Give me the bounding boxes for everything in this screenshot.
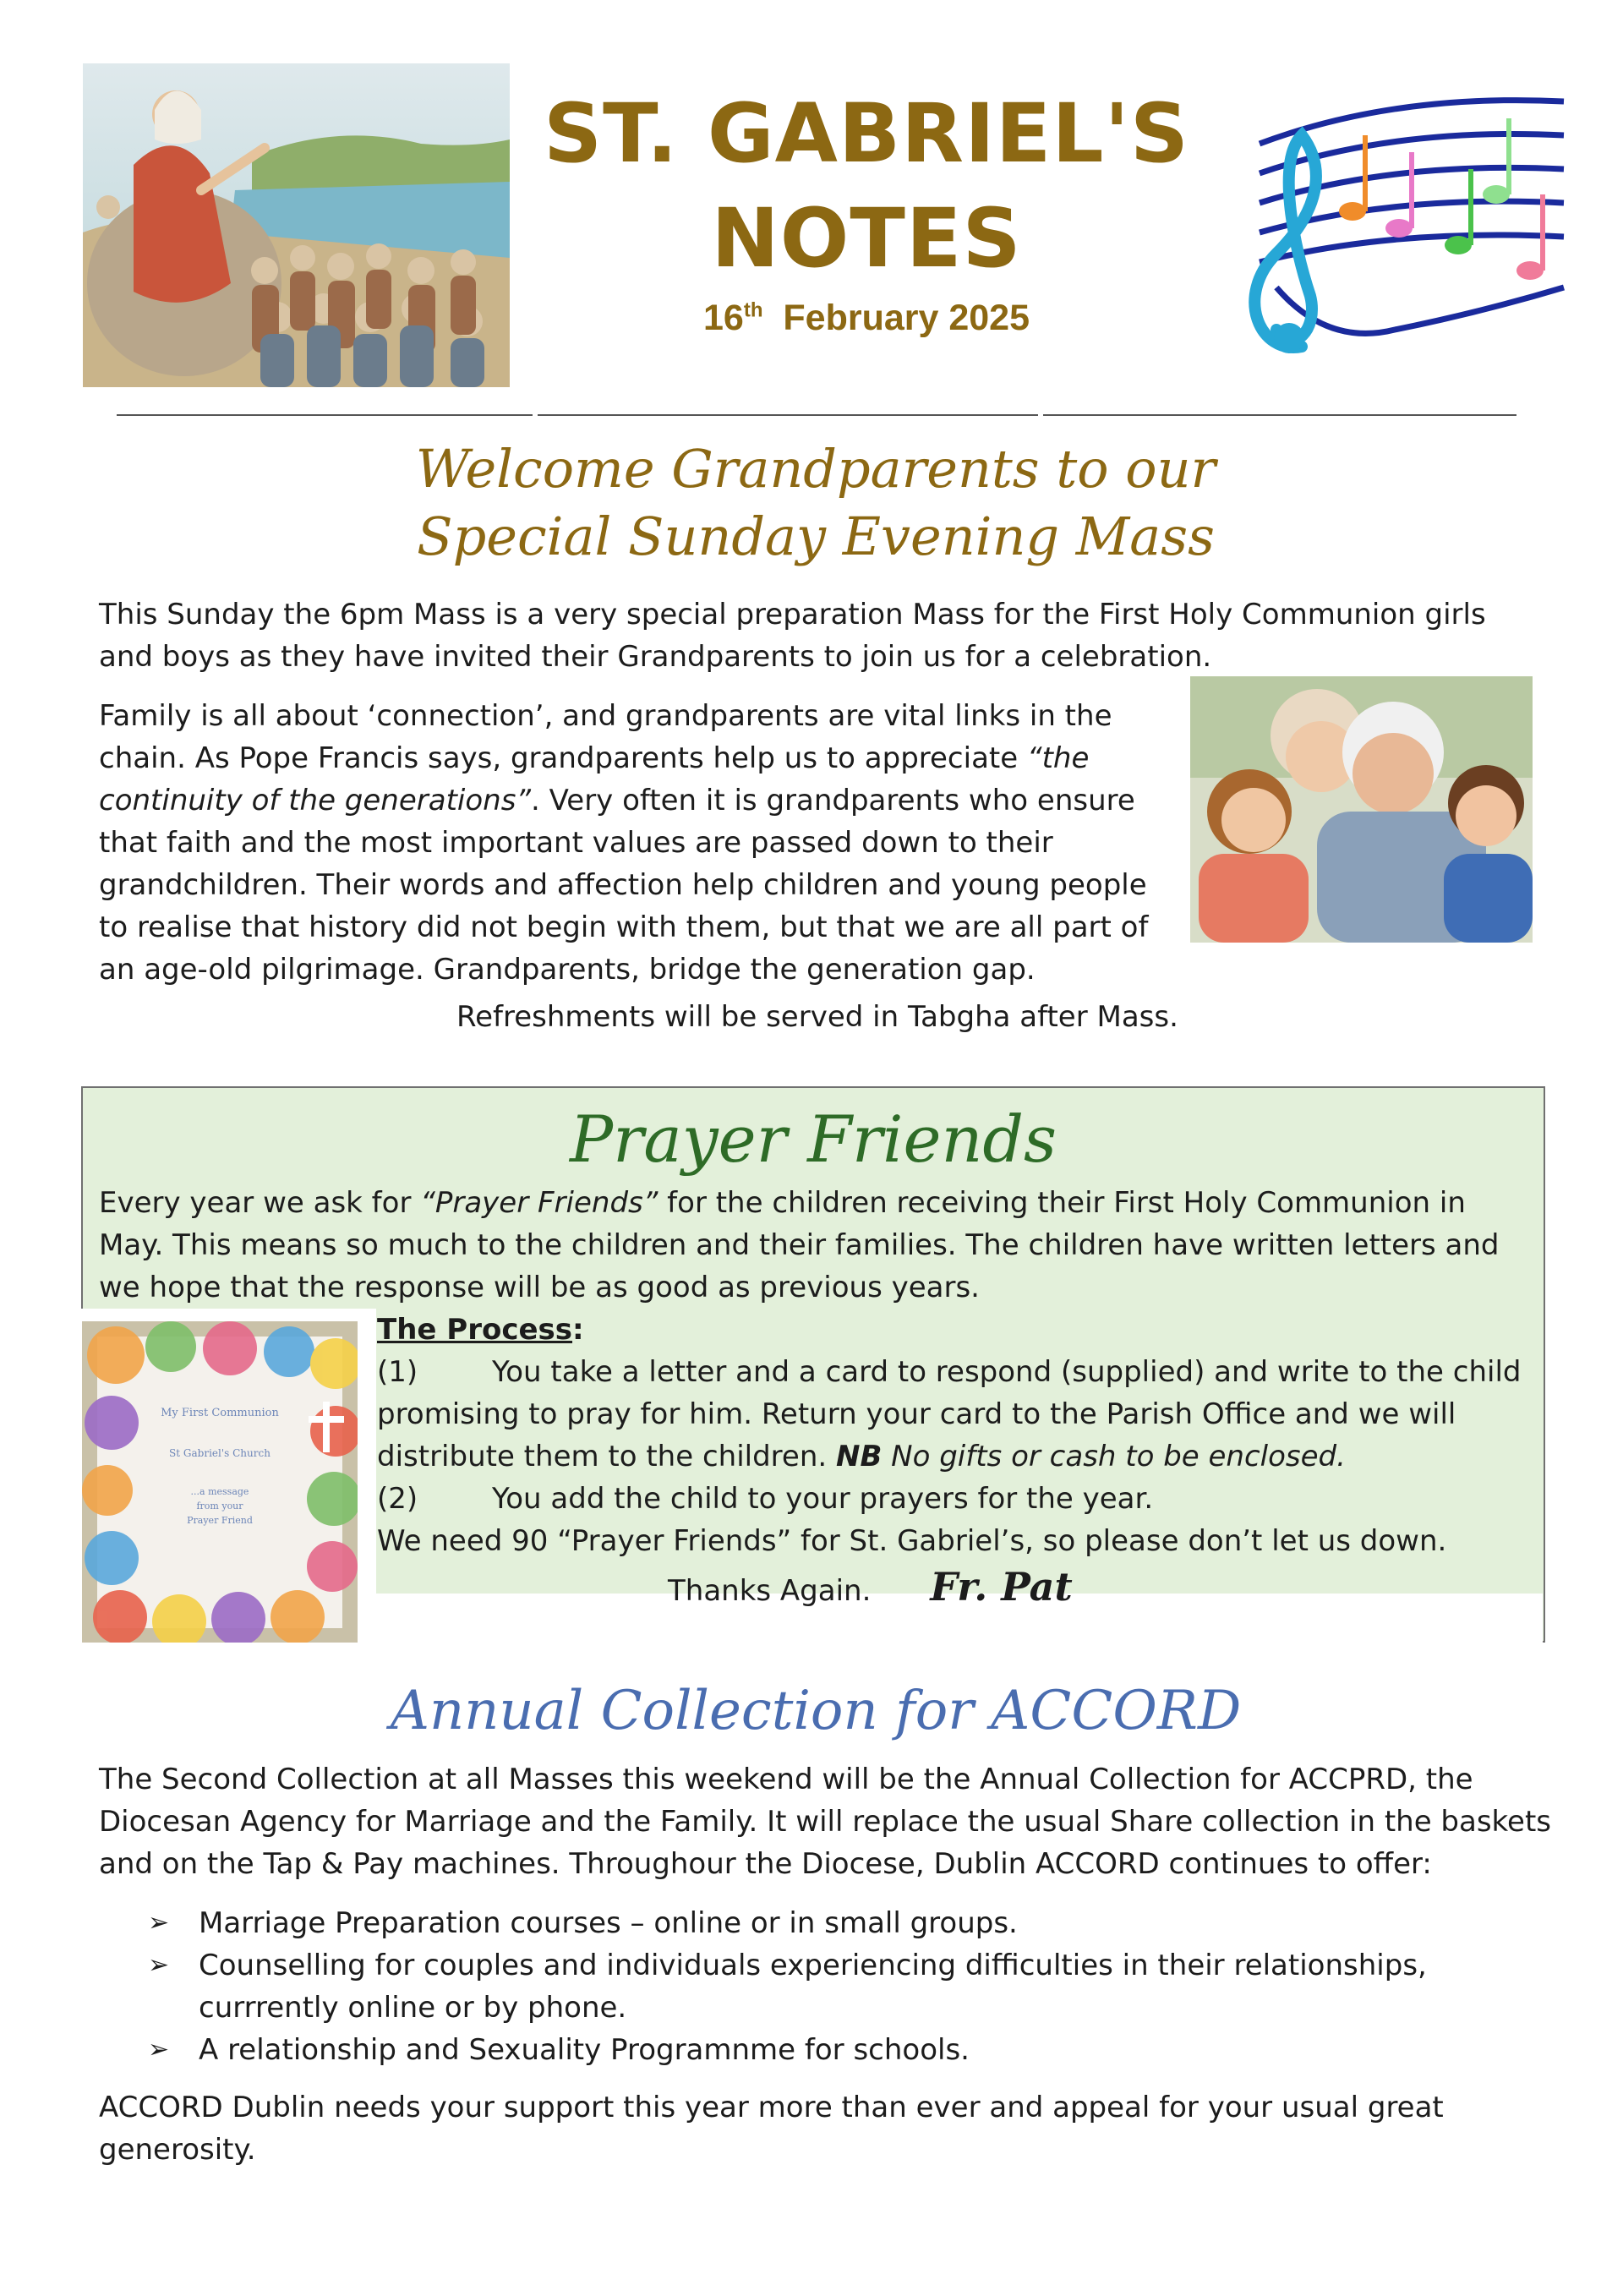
accord-intro: The Second Collection at all Masses this weekend will be the Annual Collection for ACCPRD, the Diocesan Agency for Marriage and the Family. It will replace the usual Share collection in the baskets and on the Tap & Pay machines. Throughour the Diocese, Dublin ACCORD continues to offer:	[99, 1763, 1551, 1881]
process-label: The Process	[377, 1313, 573, 1347]
header-divider-right	[1043, 414, 1516, 416]
card-line-2: St Gabriel's Church	[169, 1447, 270, 1459]
grandparents-photo	[1190, 676, 1533, 943]
prayer-friends-need: We need 90 “Prayer Friends” for St. Gabriel’s, so please don’t let us down.	[377, 1524, 1447, 1558]
list-item: ➢ Counselling for couples and individuals experiencing difficulties in their relationships, currrently online or by phone.	[99, 1944, 1536, 2029]
header-divider-left	[117, 414, 533, 416]
grandparents-family-paragraph	[99, 695, 1181, 991]
step-1-note: No gifts or cash to be enclosed.	[882, 1440, 1346, 1473]
grandparents-heading	[85, 435, 1547, 571]
pope-francis-quote: “the continuity of the generations”	[99, 741, 1090, 817]
title-line-2: NOTES	[711, 191, 1022, 286]
refreshments-note: Refreshments will be served in Tabgha after Mass.	[456, 1000, 1178, 1034]
accord-services-list	[99, 1902, 1536, 2071]
card-line-3: ...a message	[190, 1486, 249, 1497]
step-2-number: (2)	[377, 1482, 418, 1516]
card-line-4: from your	[196, 1501, 243, 1512]
prayer-friends-heading: Prayer Friends	[569, 1102, 1057, 1177]
family-text-b: . Very often it is grandparents who ensure that faith and the most important values are passed down to their grandchildren. Their words and affection help children and young people to realise that history did not begin with them, but that we are all part of an age-old pilgrimage. Grandparents, bridge the generation gap.	[99, 784, 1149, 987]
family-text-a: Family is all about ‘connection’, and grandparents are vital links in the chain. As Pope Francis says, grandparents help us to appreciate	[99, 699, 1112, 775]
issue-date	[524, 298, 1209, 339]
date-suffix: th	[743, 298, 763, 322]
bullet-arrow-icon: ➢	[148, 2035, 170, 2064]
list-item: ➢ A relationship and Sexuality Programnme for schools.	[99, 2029, 1536, 2071]
step-2-text: You add the child to your prayers for the year.	[492, 1482, 1154, 1516]
process-step-1	[377, 1351, 1535, 1478]
accord-heading: Annual Collection for ACCORD	[390, 1680, 1242, 1742]
prayer-friend-card-image	[82, 1321, 358, 1643]
prayer-friends-intro	[99, 1182, 1536, 1309]
newsletter-title	[524, 81, 1209, 291]
card-line-5: Prayer Friend	[187, 1515, 253, 1526]
card-line-1: My First Communion	[161, 1407, 279, 1419]
signature: Fr. Pat	[930, 1564, 1073, 1610]
thanks-line	[668, 1566, 1513, 1612]
pf-intro-b: for the children receiving their First Holy Communion in May. This means so much to the children and their families. The children have written letters and we hope that the response will be as good as previous years.	[99, 1186, 1500, 1304]
pf-intro-a: Every year we ask for	[99, 1186, 421, 1220]
step-1-text: You take a letter and a card to respond (supplied) and write to the child promising to pray for him. Return your card to the Parish Office and we will distribute them to the children.	[377, 1355, 1522, 1473]
process-step-2	[377, 1478, 1535, 1520]
music-notes-icon	[1226, 76, 1572, 372]
grandparents-intro-paragraph: This Sunday the 6pm Mass is a very special preparation Mass for the First Holy Communion girls and boys as they have invited their Grandparents to join us for a celebration.	[99, 598, 1486, 674]
process-colon: :	[572, 1313, 584, 1347]
step-1-nb: NB	[836, 1440, 883, 1473]
step-1-number: (1)	[377, 1355, 418, 1389]
accord-appeal: ACCORD Dublin needs your support this year more than ever and appeal for your usual great generosity.	[99, 2091, 1444, 2167]
thanks-text: Thanks Again.	[668, 1574, 872, 1608]
grandparents-heading-line-1: Welcome Grandparents to our	[415, 438, 1216, 500]
process-section	[377, 1309, 1535, 1562]
sermon-on-the-mount-image	[83, 63, 510, 387]
header-divider-middle	[538, 414, 1038, 416]
list-item: ➢ Marriage Preparation courses – online or in small groups.	[99, 1902, 1536, 1944]
date-rest: February 2025	[783, 298, 1030, 338]
bullet-arrow-icon: ➢	[148, 1908, 170, 1938]
bullet-arrow-icon: ➢	[148, 1950, 170, 1980]
title-line-1: ST. GABRIEL'S	[543, 86, 1190, 181]
date-day: 16	[702, 298, 744, 338]
grandparents-heading-line-2: Special Sunday Evening Mass	[417, 506, 1215, 567]
pf-intro-quote: “Prayer Friends”	[420, 1186, 658, 1220]
